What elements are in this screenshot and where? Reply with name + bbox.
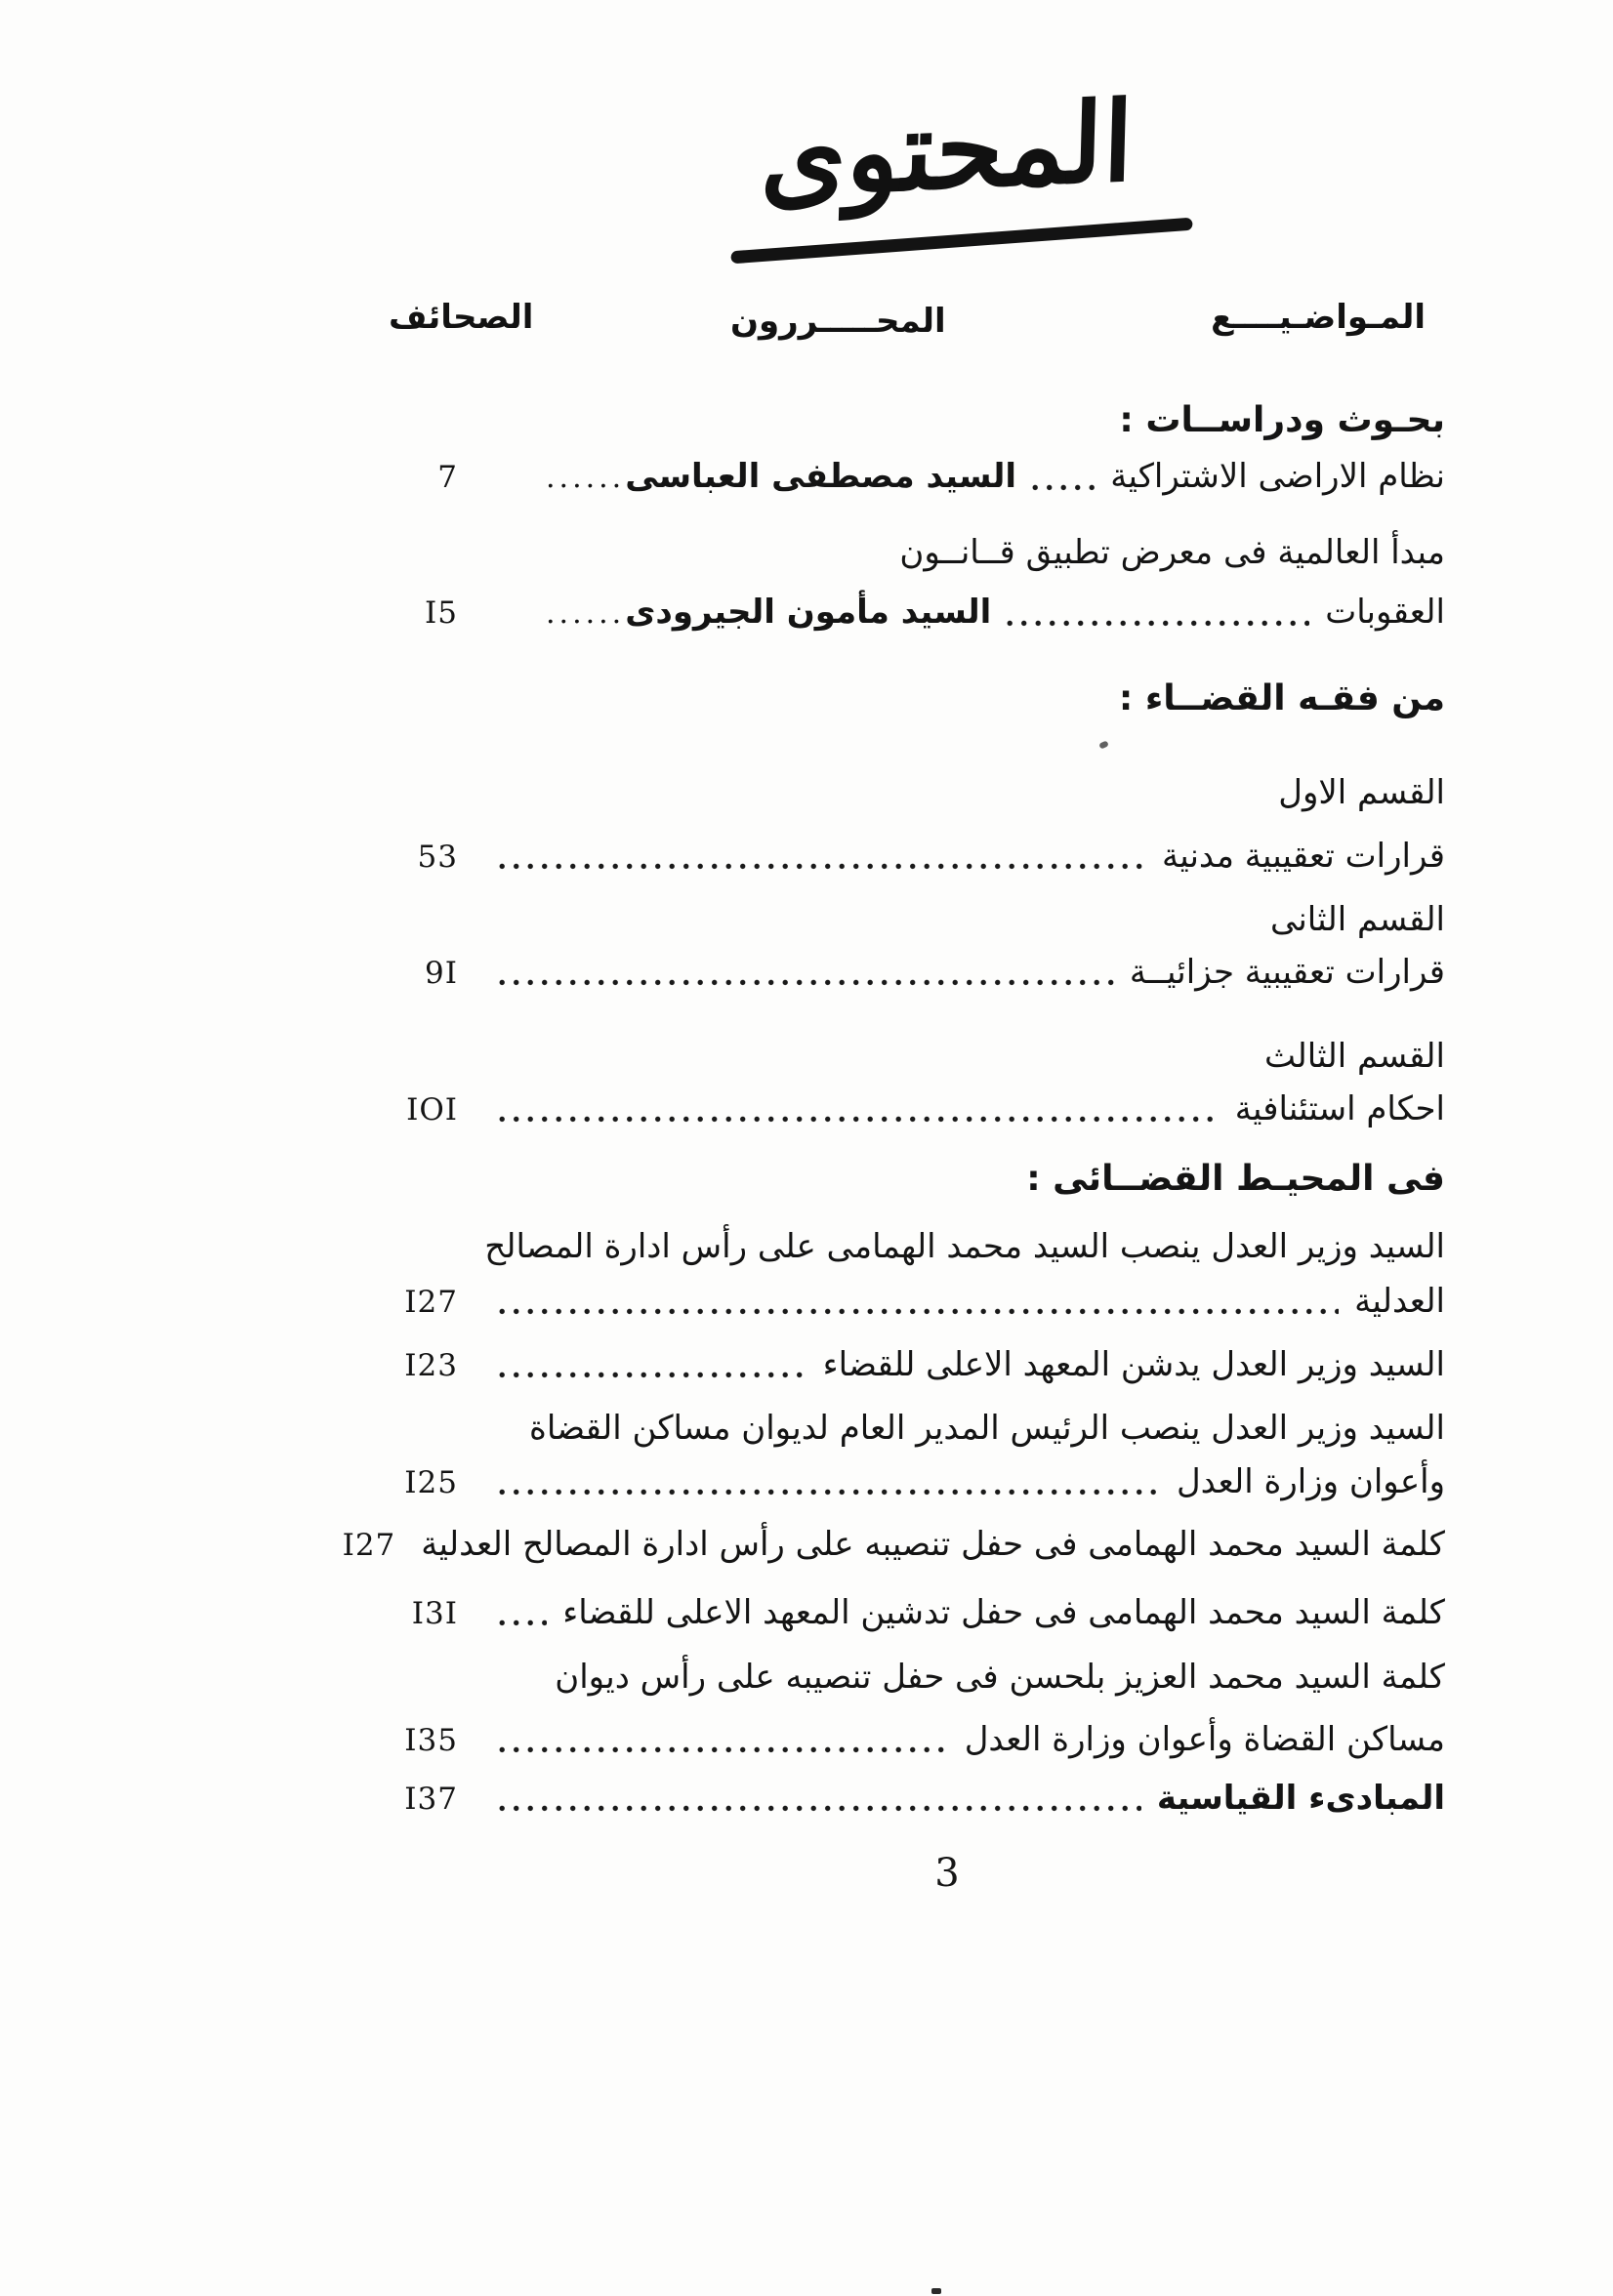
dot-leader <box>499 863 1146 870</box>
entry-topic: احكام استئنافية <box>1234 1089 1445 1128</box>
dot-leader <box>499 979 1114 986</box>
entry-topic: قرارات تعقيبية جزائيــة <box>1129 953 1445 992</box>
section-heading-research: بحـوث ودراســات : <box>1119 400 1445 440</box>
dot-tail: ...... <box>546 596 626 631</box>
toc-entry <box>273 947 1445 999</box>
entry-page-number: I27 <box>342 1528 396 1563</box>
folio-page-number: 3 <box>934 1851 960 1896</box>
toc-entry <box>273 1339 1445 1391</box>
toc-entry <box>273 1276 1445 1328</box>
title-underline-flourish-icon <box>730 218 1193 265</box>
entry-editor: السيد مصطفى العباسى <box>625 457 1017 496</box>
dot-leader <box>499 1746 949 1753</box>
toc-entry-continuation: السيد وزير العدل ينصب الرئيس المدير العام لديوان مساكن القضاة <box>529 1409 1445 1448</box>
toc-entry <box>273 1084 1445 1135</box>
section-heading-judicial-scene: فى المحيـط القضــائى : <box>1026 1159 1445 1199</box>
scan-artifact <box>1098 740 1109 749</box>
toc-entry <box>273 1456 1445 1508</box>
subheading-part-one: القسم الاول <box>1278 773 1445 812</box>
entry-page-number: 9I <box>425 956 458 991</box>
dot-leader <box>1007 620 1309 627</box>
entry-page-number: I27 <box>404 1285 458 1320</box>
column-header-topics: المـواضـيــــع <box>1211 298 1426 337</box>
dot-leader <box>499 1308 1339 1315</box>
entry-page-number: IOI <box>406 1092 458 1128</box>
entry-page-number: I23 <box>404 1348 458 1383</box>
toc-entry <box>273 587 1445 639</box>
dot-tail: ...... <box>546 461 626 495</box>
entry-topic: المبادىء القياسية <box>1156 1779 1445 1818</box>
entry-topic: قرارات تعقيبية مدنية <box>1161 837 1445 876</box>
column-header-editors: المحـــــررون <box>730 302 946 341</box>
dot-leader <box>499 1489 1161 1496</box>
toc-entry-continuation: كلمة السيد محمد العزيز بلحسن فى حفل تنصيبه على رأس ديوان <box>555 1658 1445 1697</box>
entry-editor: السيد مأمون الجيرودى <box>625 593 992 632</box>
toc-entry <box>273 1714 1445 1766</box>
dot-leader <box>1032 484 1095 491</box>
entry-page-number: I3I <box>411 1596 458 1631</box>
entry-topic: العقوبات <box>1325 593 1445 632</box>
toc-entry <box>273 831 1445 882</box>
entry-topic: كلمة السيد محمد الهمامى فى حفل تدشين المعهد الاعلى للقضاء <box>562 1593 1445 1632</box>
dot-leader <box>499 1620 547 1626</box>
subheading-part-three: القسم الثالث <box>1264 1037 1445 1076</box>
entry-page-number: 53 <box>417 840 458 875</box>
toc-entry-continuation: مبدأ العالمية فى معرض تطبيق قــانــون <box>899 533 1445 572</box>
subheading-part-two: القسم الثانى <box>1270 900 1445 939</box>
scan-artifact <box>931 2288 941 2294</box>
entry-page-number: I5 <box>425 595 458 631</box>
title-calligraphy <box>723 77 1172 275</box>
entry-topic: السيد وزير العدل يدشن المعهد الاعلى للقضاء <box>822 1345 1445 1384</box>
entry-page-number: I37 <box>404 1782 458 1817</box>
entry-topic: كلمة السيد محمد الهمامى فى حفل تنصيبه على رأس ادارة المصالح العدلية <box>421 1525 1445 1564</box>
entry-topic: مساكن القضاة وأعوان وزارة العدل <box>964 1720 1445 1759</box>
toc-entry <box>273 1773 1445 1824</box>
page-title: المحتوى <box>759 77 1136 223</box>
toc-entry <box>273 1587 1445 1639</box>
column-header-pages: الصحائف <box>389 298 534 337</box>
dot-leader <box>499 1372 807 1378</box>
toc-entry <box>273 451 1445 504</box>
entry-topic: وأعوان وزارة العدل <box>1176 1462 1445 1501</box>
entry-topic: نظام الاراضى الاشتراكية <box>1110 457 1445 496</box>
entry-page-number: I35 <box>404 1723 458 1758</box>
dot-leader <box>499 1805 1141 1812</box>
dot-leader <box>499 1116 1220 1123</box>
toc-entry-continuation: السيد وزير العدل ينصب السيد محمد الهمامى على رأس ادارة المصالح <box>484 1227 1445 1266</box>
entry-page-number: 7 <box>437 460 458 495</box>
toc-entry <box>273 1519 1445 1571</box>
section-heading-jurisprudence: من فقـه القضــاء : <box>1118 678 1445 718</box>
entry-topic: العدلية <box>1354 1282 1445 1321</box>
entry-page-number: I25 <box>404 1465 458 1500</box>
